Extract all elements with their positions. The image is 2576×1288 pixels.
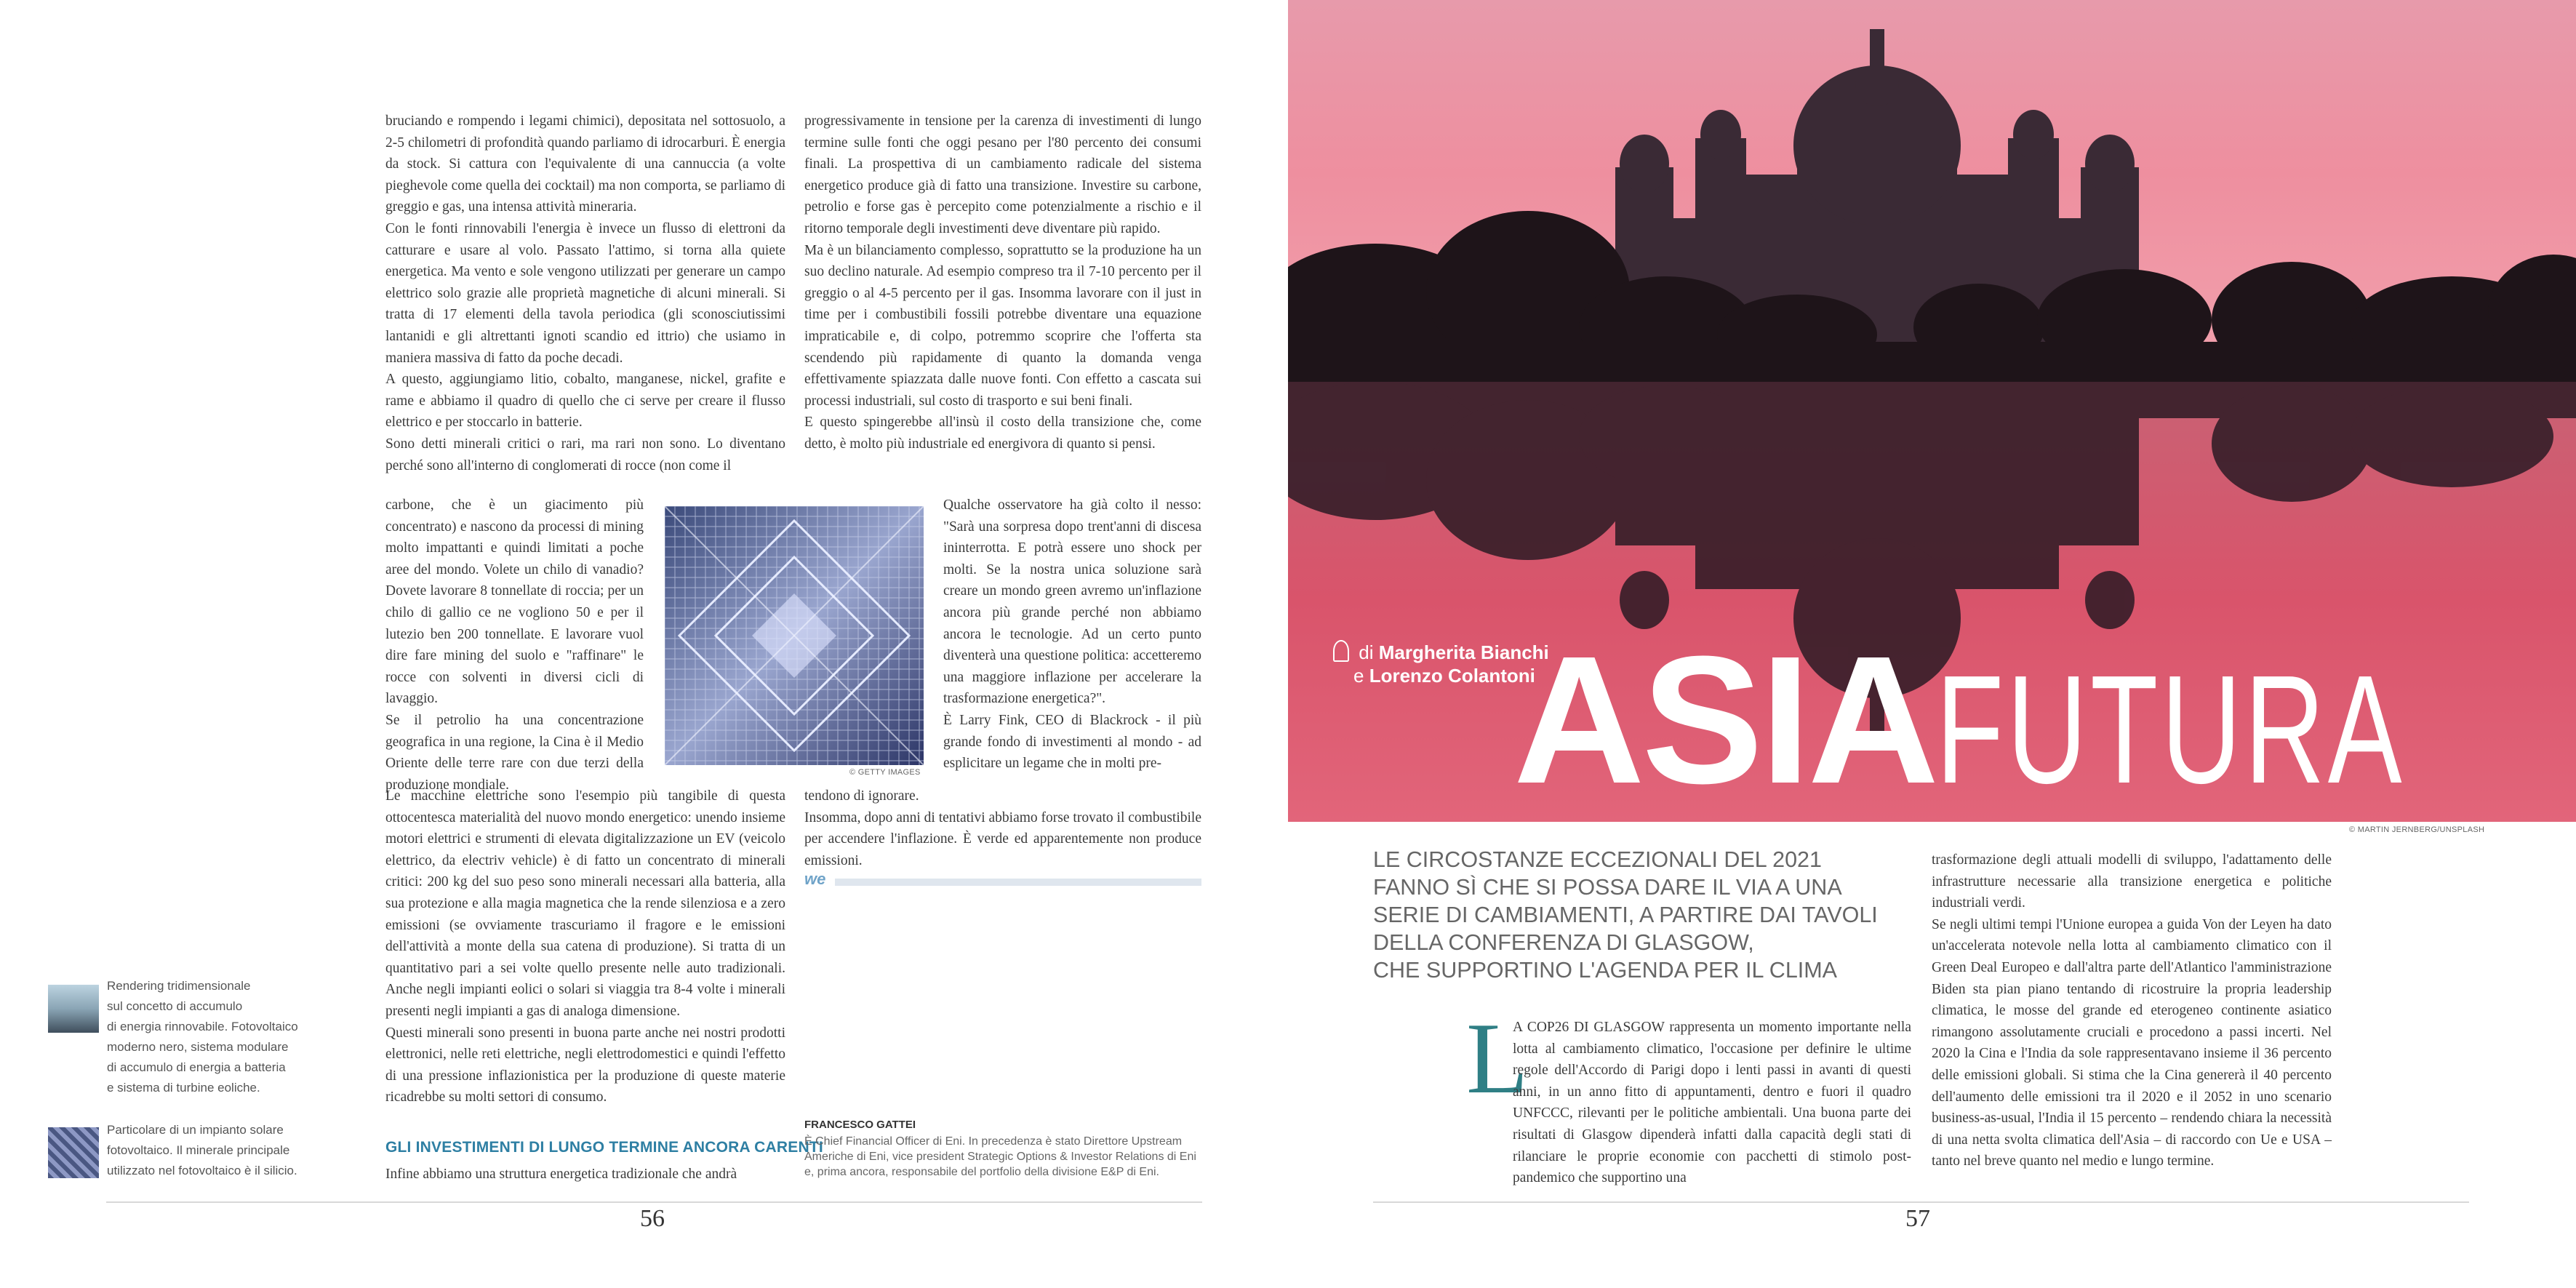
- solar-panel-illustration: [665, 506, 924, 765]
- we-bar: [835, 879, 1201, 886]
- caption-thumbnail-2: [48, 1127, 99, 1178]
- paragraph: tendono di ignorare.: [804, 788, 919, 804]
- paragraph: È Larry Fink, CEO di Blackrock - il più grande fondo di investimenti al mondo - ad esplicitare un legame che in molti pre-: [943, 712, 1201, 772]
- caption-1: [107, 976, 340, 1098]
- caption-line: sul concetto di accumulo: [107, 999, 243, 1013]
- caption-thumbnail-1: [48, 985, 99, 1033]
- we-logo-bar: [804, 870, 1201, 888]
- footer-rule-left: [106, 1201, 1202, 1203]
- article-deck: [1373, 846, 1940, 984]
- photo-credit: © MARTIN JERNBERG/UNSPLASH: [2349, 825, 2485, 834]
- title-bold: ASIA: [1513, 618, 1937, 821]
- paragraph: Sono detti minerali critici o rari, ma rari non sono. Lo diventano perché sono all'interno di conglomerati di rocce (non come il: [385, 436, 785, 473]
- article-title: [1513, 618, 2576, 821]
- paragraph: trasformazione degli attuali modelli di sviluppo, l'adattamento delle infrastrutture necessarie alla transizione energetica e politiche industriali verdi.: [1932, 852, 2332, 911]
- byline-prefix: di: [1359, 641, 1374, 663]
- hero-photo: [1288, 0, 2576, 822]
- caption-line: moderno nero, sistema modulare: [107, 1040, 289, 1054]
- paragraph: bruciando e rompendo i legami chimici), depositata nel sottosuolo, a 2-5 chilometri di profondità quando parliamo di idrocarburi. È energia da stock. Si cattura con l'equivalente di una cannuccia (a volte pieghevole come quella dei cocktail) ma non comporta, se parliamo di greggio e gas, una intensa attività mineraria.: [385, 113, 785, 215]
- paragraph: Se negli ultimi tempi l'Unione europea a guida Von der Leyen ha dato un'accelerata notevole nella lotta al cambiamento climatico con il Green Deal Europeo e dall'altra parte dell'Atlantico l'amministrazione Biden sta pian piano tentando di ricostruire la propria leadership climatica, le mosse del grande ed eterogeneo continente asiatico rimangono assolutamente cruciali e procedono a passi incerti. Nel 2020 la Cina e l'India da sole rappresentavano insieme il 36 percento delle emissioni globali. Si stima che la Cina genererà il 40 percento dell'aumento delle emissioni tra il 2020 e il 2052 in uno scenario business-as-usual, l'India il 15 percento – rendendo chiara la necessità di una netta svolta climatica dell'Asia – di raccordo con Ue e USA – tanto nel breve quanto nel medio e lungo termine.: [1932, 916, 2332, 1169]
- caption-line: di accumulo di energia a batteria: [107, 1060, 286, 1074]
- page-number-left: 56: [640, 1205, 665, 1232]
- paragraph: A questo, aggiungiamo litio, cobalto, manganese, nickel, grafite e rame e abbiamo il quadro di quello che ci serve per creare il flusso elettrico e per stoccarlo in batterie.: [385, 372, 785, 431]
- caption-line: di energia rinnovabile. Fotovoltaico: [107, 1020, 298, 1033]
- left-col2-top: [804, 111, 1201, 455]
- paragraph: Se il petrolio ha una concentrazione geografica in una regione, la Cina è il Medio Oriente delle terre rare con due terzi della produzione mondiale.: [385, 712, 644, 793]
- pen-icon: [1333, 640, 1349, 662]
- footer-rule-right: [1373, 1201, 2469, 1203]
- paragraph: Le macchine elettriche sono l'esempio più tangibile di questa ottocentesca materialità del nuovo mondo energetico: unendo insieme motori elettrici e strumenti di elevata digitalizzazione un EV (veicolo elettrico, da electriv vehicle) è di fatto un concentrato di minerali critici: 200 kg del suo peso sono minerali necessari alla batteria, alla sua protezione e alla magia magnetica che la rende silenziosa e a zero emissioni (se ovviamente trascuriamo il fragore e le emissioni dell'attività a monte della sua catena di produzione). Si tratta di un quantitativo pari a sei volte quello presente nelle auto tradizionali. Anche negli impianti eolici o solari si viaggia tra 8-4 volte i minerali presenti negli impianti a gas di analoga dimensione.: [385, 788, 785, 1019]
- caption-line: Particolare di un impianto solare: [107, 1123, 284, 1137]
- paragraph: Questi minerali sono presenti in buona parte anche nei nostri prodotti elettronici, nelle reti elettriche, negli elettrodomestici e quindi l'effetto di una pressione inflazionistica per la produzione di queste materie ricadrebbe su molti settori di consumo.: [385, 1025, 785, 1105]
- drop-cap: L: [1466, 1002, 1529, 1115]
- title-light: FUTURA: [1936, 643, 2406, 815]
- caption-line: Rendering tridimensionale: [107, 979, 251, 993]
- we-logo: we: [804, 870, 826, 888]
- left-col1-last-line: Infine abbiamo una struttura energetica tradizionale che andrà: [385, 1167, 737, 1182]
- deck-line: FANNO SÌ CHE SI POSSA DARE IL VIA A UNA: [1373, 875, 1842, 900]
- left-col2-narrow: [943, 495, 1201, 775]
- right-col1: A COP26 DI GLASGOW rappresenta un momento importante nella lotta al cambiamento climatico, l'occasione per definire le ultime regole dell'Accordo di Parigi dopo i lenti passi in avanti di questi anni, in un anno fitto di appuntamenti, dentro e fuori il quadro UNFCCC, rilevanti per le politiche ambientali. Una buona parte dei risultati di Glasgow dipenderà infatti dalla capacità degli stati di rilanciare le proprie economie con pacchetti di stimolo post-pandemico che supportino una: [1513, 1020, 1911, 1186]
- right-col2: [1932, 849, 2332, 1172]
- left-col2-bottom: [804, 785, 1201, 871]
- paragraph: progressivamente in tensione per la carenza di investimenti di lungo termine sulle fonti che oggi pesano per l'80 percento dei consumi finali. La prospettiva di un cambiamento radicale del sistema energetico produce già di fatto una transizione. Investire su carbone, petrolio e forse gas è percepito come potenzialmente a rischio e il ritorno temporale degli investimenti deve diventare più rapido.: [804, 113, 1201, 236]
- page-number-right: 57: [1905, 1205, 1930, 1232]
- author-2: Lorenzo Colantoni: [1369, 665, 1535, 687]
- paragraph: Con le fonti rinnovabili l'energia è invece un flusso di elettroni da catturare e usare al volo. Passato l'attimo, si torna alla quiete energetica. Ma vento e sole vengono utilizzati per generare un campo elettrico solo grazie alle proprietà magnetiche di alcuni minerali. Si tratta di 17 elementi della tavola periodica (gli sconosciutissimi lantanidi e gli altrettanti ignoti scandio ed ittrio) che usiamo in maniera massiva di fatto da poche decadi.: [385, 220, 785, 366]
- deck-line: CHE SUPPORTINO L'AGENDA PER IL CLIMA: [1373, 958, 1838, 983]
- author-1: Margherita Bianchi: [1378, 641, 1549, 663]
- section-subheading: GLI INVESTIMENTI DI LUNGO TERMINE ANCORA CARENTI: [385, 1139, 823, 1156]
- bio-name: FRANCESCO GATTEI: [804, 1119, 916, 1131]
- caption-line: fotovoltaico. Il minerale principale: [107, 1143, 290, 1157]
- bio-text: È Chief Financial Officer di Eni. In precedenza è stato Direttore Upstream Americhe di Eni, vice president Strategic Options & Investor Relations di Eni e, prima ancora, responsabile del portfolio della divisione E&P di Eni.: [804, 1135, 1196, 1178]
- byline-joiner: e: [1353, 665, 1364, 687]
- solar-panel-image: [665, 506, 924, 765]
- paragraph: Insomma, dopo anni di tentativi abbiamo forse trovato il combustibile per accendere l'inflazione. È verde ed apparentemente non produce emissioni.: [804, 809, 1201, 868]
- deck-line: DELLA CONFERENZA DI GLASGOW,: [1373, 930, 1754, 955]
- left-col1-narrow: [385, 495, 644, 796]
- image-credit: © GETTY IMAGES: [849, 768, 921, 777]
- left-col1-top: [385, 111, 785, 476]
- caption-2: [107, 1120, 340, 1181]
- deck-line: SERIE DI CAMBIAMENTI, A PARTIRE DAI TAVOLI: [1373, 903, 1878, 927]
- deck-line: LE CIRCOSTANZE ECCEZIONALI DEL 2021: [1373, 847, 1822, 872]
- caption-line: e sistema di turbine eoliche.: [107, 1081, 260, 1095]
- paragraph: E questo spingerebbe all'insù il costo della transizione che, come detto, è molto più industriale ed energivora di quanto si pensi.: [804, 415, 1201, 452]
- paragraph: Qualche osservatore ha già colto il nesso: "Sarà una sorpresa dopo trent'anni di discesa ininterrotta. E potrà essere uno shock per molti. Se la nostra unica soluzione sarà creare un mondo green avremo un'inflazione ancora più grande perché non abbiamo ancora le tecnologie. Ad un certo punto diventerà una questione politica: accetteremo una maggiore inflazione per accelerare la trasformazione energetica?".: [943, 497, 1201, 707]
- author-bio: [804, 1119, 1201, 1180]
- caption-line: utilizzato nel fotovoltaico è il silicio.: [107, 1164, 297, 1177]
- paragraph: carbone, che è un giacimento più concentrato) e nascono da processi di mining molto impattanti e quindi limitati a poche aree del mondo. Volete un chilo di vanadio? Dovete lavorare 8 tonnellate di roccia; per un chilo di gallio ce ne vogliono 50 e per il lutezio ben 200 tonnellate. E lavorare vuol dire fare mining del suolo e "raffinare" le rocce con solventi in diversi cicli di lavaggio.: [385, 497, 644, 707]
- left-col1-bottom: [385, 785, 785, 1108]
- paragraph: Ma è un bilanciamento complesso, soprattutto se la produzione ha un suo declino naturale. Ad esempio compreso tra il 7-10 percento per il greggio o al 4-5 percento per il gas. Insomma lavorare con il just in time per i combustibili fossili potrebbe diventare una equazione impraticabile e, di colpo, potremmo scoprire che l'offerta sta scendendo più rapidamente di quanto la domanda venga effettivamente spiazzata dalle nuove fonti. Con effetto a cascata sui processi industriali, sul costo di trasporto e sui beni finali.: [804, 242, 1201, 409]
